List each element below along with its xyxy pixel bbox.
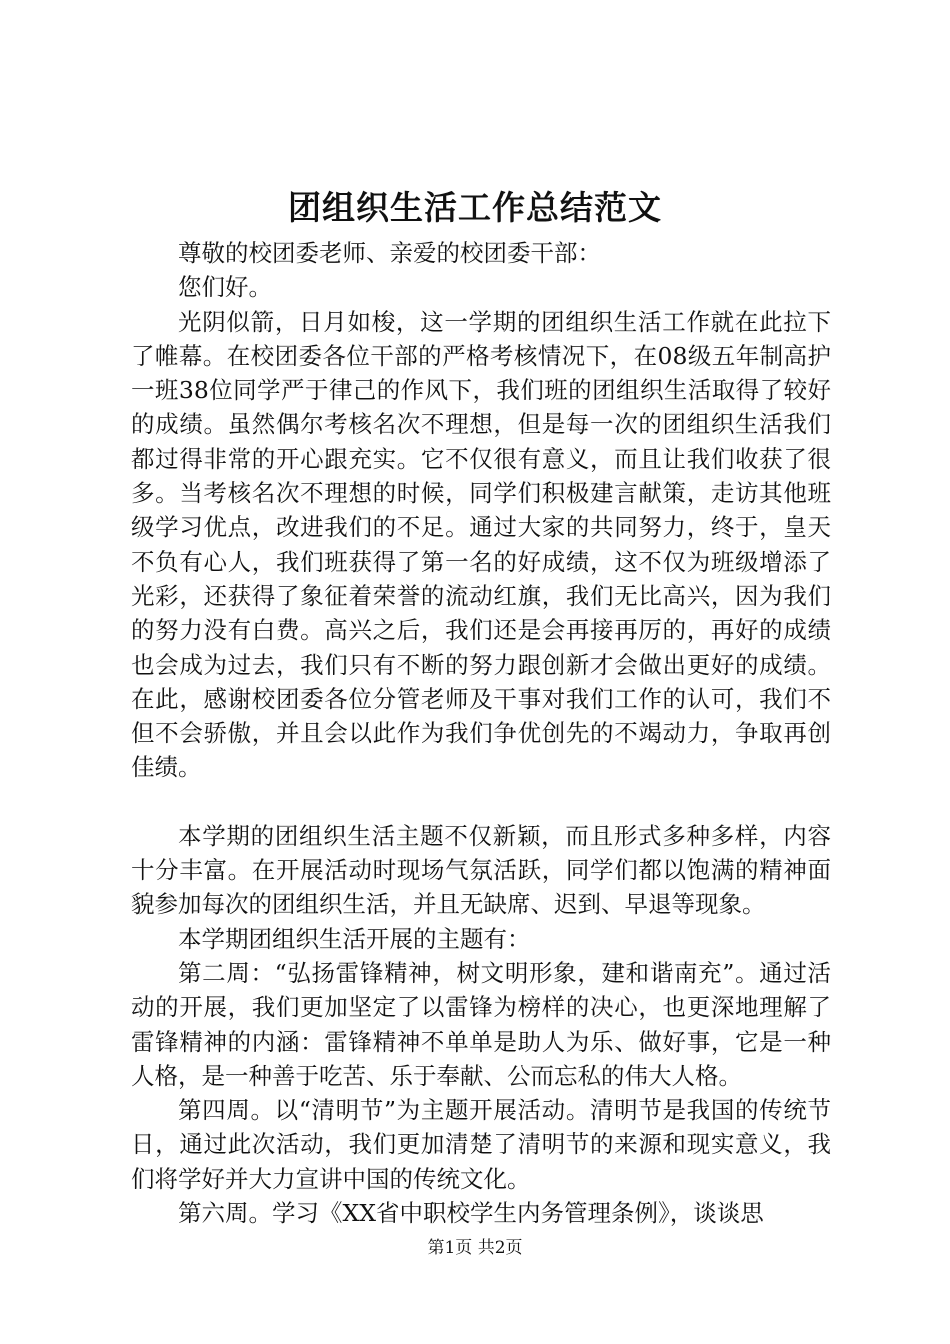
body-paragraph: 本学期团组织生活开展的主题有： bbox=[178, 924, 531, 953]
page-footer: 第1页 共2页 bbox=[427, 1238, 523, 1258]
body-paragraph: 第二周：“弘扬雷锋精神，树文明形象，建和谐南充”。通过活动的开展，我们更加坚定了以雷锋为榜样的决心，也更深地理解了雷锋精神的内涵：雷锋精神不单单是助人为乐、做好事，它是一种人格，是一种善于吃苦、乐于奉献、公而忘私的伟大人格。 bbox=[131, 958, 831, 1090]
salutation-paragraph: 您们好。 bbox=[178, 273, 272, 302]
document-body bbox=[131, 236, 831, 1230]
body-paragraph: 光阴似箭，日月如梭，这一学期的团组织生活工作就在此拉下了帷幕。在校团委各位干部的严格考核情况下，在08级五年制高护一班38位同学严于律己的作风下，我们班的团组织生活取得了较好的成绩。虽然偶尔考核名次不理想，但是每一次的团组织生活我们都过得非常的开心跟充实。它不仅很有意义，而且让我们收获了很多。当考核名次不理想的时候，同学们积极建言献策，走访其他班级学习优点，改进我们的不足。通过大家的共同努力，终于，皇天不负有心人，我们班获得了第一名的好成绩，这不仅为班级增添了光彩，还获得了象征着荣誉的流动红旗，我们无比高兴，因为我们的努力没有白费。高兴之后，我们还是会再接再厉的，再好的成绩也会成为过去，我们只有不断的努力跟创新才会做出更好的成绩。在此，感谢校团委各位分管老师及干事对我们工作的认可，我们不但不会骄傲，并且会以此作为我们争优创先的不竭动力，争取再创佳绩。 bbox=[131, 307, 831, 782]
document-title: 团组织生活工作总结范文 bbox=[288, 188, 662, 227]
body-paragraph: 本学期的团组织生活主题不仅新颖，而且形式多种多样，内容十分丰富。在开展活动时现场气氛活跃，同学们都以饱满的精神面貌参加每次的团组织生活，并且无缺席、迟到、早退等现象。 bbox=[131, 821, 831, 919]
body-paragraph: 第六周。学习《XX省中职校学生内务管理条例》，谈谈思 bbox=[178, 1199, 764, 1228]
greeting-paragraph: 尊敬的校团委老师、亲爱的校团委干部： bbox=[178, 239, 601, 267]
body-paragraph: 第四周。以“清明节”为主题开展活动。清明节是我国的传统节日，通过此次活动，我们更加清楚了清明节的来源和现实意义，我们将学好并大力宣讲中国的传统文化。 bbox=[131, 1096, 831, 1193]
